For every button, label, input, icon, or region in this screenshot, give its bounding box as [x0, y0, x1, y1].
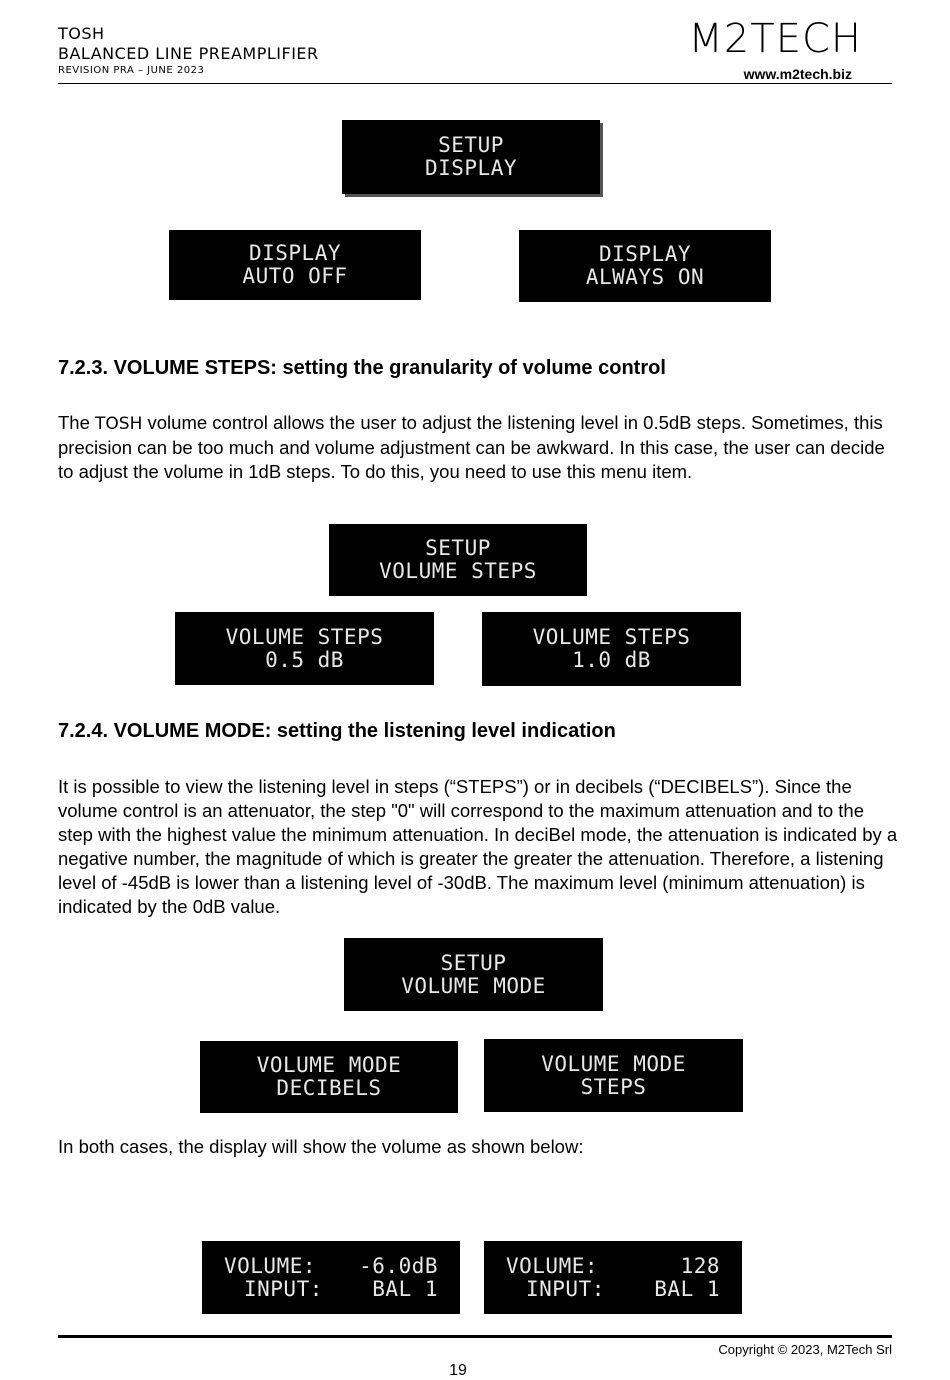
input-value: BAL 1: [654, 1276, 720, 1301]
lcd-line-2: STEPS: [580, 1074, 647, 1099]
product-subtitle: BALANCED LINE PREAMPLIFIER: [58, 44, 319, 63]
lcd-line-1: SETUP: [425, 536, 491, 560]
lcd-volume-steps-1-0: [482, 612, 741, 686]
lcd-volume-steps-example: [484, 1241, 742, 1314]
lcd-line-1: DISPLAY: [598, 242, 691, 266]
lcd-line-2: DISPLAY: [424, 156, 517, 180]
lcd-line-2: VOLUME MODE: [401, 973, 546, 998]
lcd-line-2: AUTO OFF: [242, 264, 348, 288]
lcd-line-1: VOLUME MODE: [256, 1053, 402, 1077]
both-cases-text: In both cases, the display will show the volume as shown below:: [58, 1136, 584, 1157]
website-url: www.m2tech.biz: [743, 66, 852, 82]
document-header: [58, 24, 319, 78]
footer-divider: [58, 1335, 892, 1338]
product-name: TOSH: [58, 24, 105, 43]
volume-value: 128: [680, 1253, 720, 1278]
volume-mode-paragraph: It is possible to view the listening level in steps (“STEPS”) or in decibels (“DECIBELS”). Since the volume control is an attenuator, the step "0" will correspond to the maximum attenuation and to the step with the highest value the minimum attenuation. In deciBel mode, the attenuation is indicated by a negative number, the magnitude of which is greater the greater the attenuation. Therefore, a listening level of -45dB is lower than a listening level of -30dB. The maximum level (minimum attenuation) is indicated by the 0dB value.: [58, 776, 898, 917]
input-value: BAL 1: [372, 1276, 438, 1301]
volume-label: VOLUME:: [224, 1253, 317, 1278]
lcd-row-input: [506, 1278, 720, 1301]
lcd-line-1: SETUP: [438, 133, 504, 157]
lcd-line-1: VOLUME MODE: [541, 1051, 686, 1076]
lcd-line-2: ALWAYS ON: [585, 265, 705, 289]
lcd-display-auto-off: [169, 230, 421, 300]
lcd-line-2: DECIBELS: [276, 1076, 382, 1100]
lcd-volume-steps-0-5: [175, 612, 434, 685]
section-heading-volume-mode: 7.2.4. VOLUME MODE: setting the listening level indication: [58, 720, 616, 742]
m2tech-logo: M2TECH: [688, 16, 862, 62]
lcd-line-1: VOLUME STEPS: [225, 624, 384, 649]
lcd-setup-volume-mode: [344, 938, 603, 1011]
volume-label: VOLUME:: [506, 1253, 599, 1278]
page-number: 19: [449, 1362, 467, 1379]
lcd-line-2: 1.0 dB: [572, 648, 651, 672]
lcd-line-2: 0.5 dB: [265, 647, 344, 672]
copyright-notice: Copyright © 2023, M2Tech Srl: [718, 1342, 892, 1357]
input-label: INPUT:: [244, 1276, 323, 1301]
header-divider: [58, 83, 892, 84]
lcd-setup-volume-steps: [329, 524, 587, 596]
lcd-line-1: SETUP: [440, 950, 507, 975]
volume-value: -6.0dB: [359, 1253, 438, 1278]
lcd-line-2: VOLUME STEPS: [379, 559, 537, 583]
input-label: INPUT:: [526, 1276, 605, 1301]
lcd-display-always-on: [519, 230, 771, 302]
lcd-volume-mode-decibels: [200, 1041, 458, 1113]
revision-label: REVISION PRA – JUNE 2023: [58, 65, 205, 76]
lcd-line-1: DISPLAY: [248, 241, 341, 265]
lcd-row-input: [224, 1278, 438, 1301]
lcd-row-volume: [506, 1255, 720, 1278]
volume-steps-paragraph: The TOSH volume control allows the user to adjust the listening level in 0.5dB steps. Sometimes, this precision can be too much and volume adjustment can be awkward. In this case, the user can decide to adjust the volume in 1dB steps. To do this, you need to use this menu item.: [58, 412, 885, 482]
lcd-setup-display: [342, 120, 600, 194]
brand-name: TOSH: [95, 414, 143, 434]
lcd-volume-decibel-example: [202, 1241, 460, 1314]
lcd-row-volume: [224, 1255, 438, 1278]
lcd-volume-mode-steps: [484, 1039, 743, 1112]
section-heading-volume-steps: 7.2.3. VOLUME STEPS: setting the granularity of volume control: [58, 357, 666, 379]
lcd-line-1: VOLUME STEPS: [532, 625, 691, 649]
